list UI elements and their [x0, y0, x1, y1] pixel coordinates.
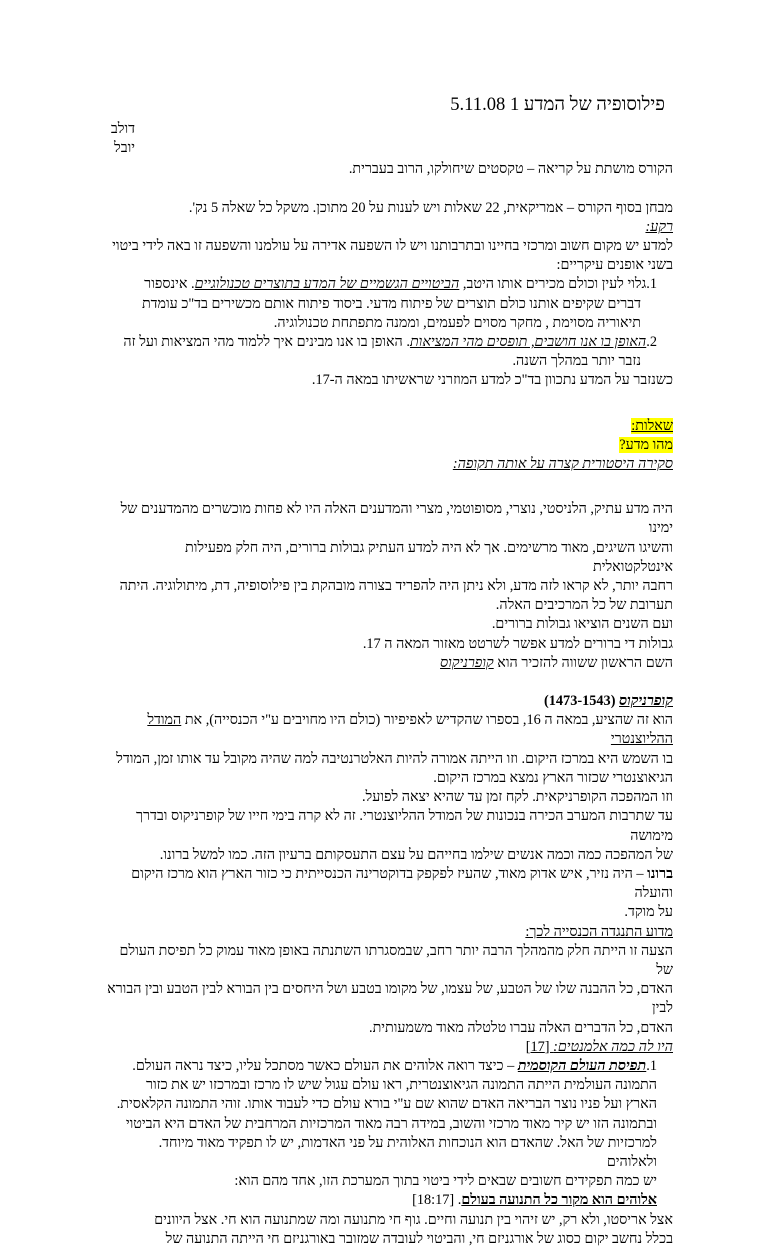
- church-line-2: האדם, כל ההבנה שלו של הטבע, של עצמו, של מקומו בטבע ושל היחסים בין הבורא לבין הטבע ובין הבורא לבין: [107, 981, 673, 1017]
- document-date: 5.11.08: [450, 94, 506, 115]
- history-line-5: ועם השנים הוציאו גבולות ברורים.: [491, 616, 673, 633]
- background-heading: רקע:: [645, 218, 673, 235]
- background-item-2: 2.האופן בו אנו חושבים, תופסים מהי המציאות. האופן בו אנו מבינים איך ללמוד מהי המציאות ועל זה: [123, 334, 657, 351]
- background-item-2-emphasis: האופן בו אנו חושבים, תופסים מהי המציאות: [409, 334, 647, 351]
- copernicus-line-4: וזו המהפכה הקופרניקאית. לקח זמן עד שהיא יצאה לפועל.: [361, 789, 673, 806]
- history-line-2: והשיגו השיגים, מאוד מרשימים. אך לא היה למדע העתיק גבולות ברורים, היה חלק מפעילות אינטלקטואלית: [185, 539, 673, 575]
- questions-heading: שאלות:: [631, 417, 673, 434]
- document-title: פילוסופיה של המדע 1: [509, 94, 665, 115]
- bruno-line-2: על מוקד.: [624, 904, 673, 921]
- cosmic-line-3: הארץ ועל פניו נוצר הבריאה האדם שהוא שם ע"י בורא עולם כדי לעבוד אותו. זוהי התמונה הקלאסית.: [116, 1096, 657, 1113]
- background-line-2: בשני אופנים עיקריים:: [556, 257, 673, 274]
- copernicus-line-1: הוא זה שהציע, במאה ה 16, בספרו שהקדיש לאפיפיור (כולם היו מחויבים ע"י הכנסייה), את המודל ההליוצנטרי: [147, 712, 673, 748]
- church-line-3: האדם, כל הדברים האלה עברו טלטלה מאוד משמעותית.: [369, 1019, 673, 1036]
- bruno-line-1: ברונו – היה נזיר, איש אדוק מאוד, שהעיז לפקפק בדוקטרינה הכנסייתית כי כזור הארץ הוא מרכז היקום והועלה: [131, 865, 673, 902]
- background-line-1: למדע יש מקום חשוב ומרכזי בחיינו ובתרבותנו ויש לו השפעה אדירה על עולמנו והשפעה זו באה לידי ביטוי: [112, 238, 673, 255]
- god-source-of-motion: אלוהים הוא מקור כל התנועה בעולם: [461, 1192, 657, 1209]
- cosmic-line-5: למרכזיות של האל. שהאדם הוא הנוכחות האלוהית על פני האדמות, יש לו תפקיד מאוד מיוחד. ולאלוהים: [158, 1134, 657, 1170]
- background-closing: כשנזבר על המדע נתכוון בד"כ למדע המוזרני שראשיתו במאה ה-17.: [311, 372, 673, 389]
- copernicus-heading: [107, 692, 673, 711]
- copernicus-years: (1473-1543): [543, 693, 620, 710]
- god-source-of-motion-line: [107, 1191, 673, 1210]
- background-item-1-emphasis: הביטויים הגשמיים של המדע בתוצרים טכנולוגיים: [194, 276, 460, 293]
- copernicus-mention: קופרניקוס: [440, 654, 494, 671]
- god-source-reference: . [18:17]: [412, 1192, 462, 1209]
- church-opposition-heading: מדוע התנגדה הכנסייה לכך:: [525, 923, 673, 940]
- document-title-row: [107, 93, 665, 117]
- heliocentric-model-term: המודל ההליוצנטרי: [147, 712, 673, 748]
- elements-reference: [17]: [525, 1038, 554, 1055]
- history-line-3: רחבה יותר, לא קראו לזה מדע, ולא ניתן היה להפריד בצורה מובהקת בין פילוסופיה, דת, מיתולוגיה. היתה: [119, 578, 673, 595]
- elements-heading: היו לה כמה אלמנטים:: [553, 1038, 673, 1055]
- copernicus-line-2: בו השמש היא במרכז היקום. וזו הייתה אמורה להיות האלטרנטיבה למה שהיה מקובל עד אותו זמן, המודל: [116, 750, 673, 767]
- aristotle-line-1: אצל אריסטו, ולא רק, יש זיהוי בין תנועה וחיים. גוף חי מתנועה ומה שמתנועה הוא חי. אצל היוונים: [154, 1211, 673, 1228]
- exam-line: מבחן בסוף הקורס – אמריקאית, 22 שאלות ויש לענות על 20 מתוכן. משקל כל שאלה 5 נק'.: [188, 199, 673, 216]
- cosmic-line-4: ובתמונה הזו יש קיר מאוד מרכזי והשוב, במידה רבה מאוד המרכזיות המרחבית של האדם היא הביטוי: [125, 1115, 657, 1132]
- history-line-6: גבולות די ברורים למדע אפשר לשרטט מאזור המאה ה 17.: [362, 635, 673, 652]
- cosmic-worldview-item: 1.תפיסת העולם הקוסמית – כיצד רואה אלוהים את העולם כאשר מסתכל עליו, כיצד נראה העולם.: [132, 1057, 657, 1074]
- background-item-1: 1.גלוי לעין וכולם מכירים אותו היטב, הביטויים הגשמיים של המדע בתוצרים טכנולוגיים. אינספור: [144, 276, 657, 293]
- copernicus-line-5: עד שתרבות המערב הכירה בנכונות של המודל ההליוצנטרי. זה לא קרה בימי חייו של קופרניקוס ובדרך מימושה: [135, 808, 673, 844]
- elements-heading-line: [107, 1038, 673, 1057]
- background-item-2-line-2: נזבר יותר במהלך השנה.: [512, 353, 641, 370]
- church-line-1: הצעה זו הייתה חלק מהמהלך הרבה יותר רחב, שבמסגרתו השתנתה באופן מאוד עמוק כל תפיסת העולם של: [119, 942, 673, 978]
- author-name: דולב יובל: [110, 121, 135, 157]
- background-item-1-line-3: תיאוריה מסוימת , מחקר מסוים לפעמים, וממנה מתפתחת טכנולוגיה.: [273, 314, 641, 331]
- cosmic-worldview-title: תפיסת העולם הקוסמית: [517, 1057, 647, 1074]
- history-line-1: היה מדע עתיק, הלניסטי, נוצרי, מסופוטמי, מצרי והמדענים האלה היו לא פחות מוכשרים מהמדענים של ימינו: [120, 501, 673, 537]
- history-line-7: השם הראשון ששווה להזכיר הוא קופרניקוס: [440, 654, 673, 671]
- what-is-science-question: מהו מדע?: [619, 436, 673, 453]
- aristotle-line-2: בכלל נחשב יקום כסוג של אורגניזם חי, והביטוי לעובדה שמזובר באורגניזם חי הייתה התנועה של: [165, 1230, 673, 1247]
- course-reading-line: הקורס מושתת על קריאה – טקסטים שיחולקו, הרוב בעברית.: [348, 161, 673, 178]
- copernicus-name: קופרניקוס: [619, 693, 673, 710]
- cosmic-line-2: התמונה העולמית הייתה התמונה הגיאוצנטרית, ראו עולם עגול שיש לו מרכז ובמרכזו יש את כזור: [145, 1077, 657, 1094]
- copernicus-line-6: של המהפכה כמה וכמה אנשים שילמו בחייהם על עצם התעסקותם ברעיון הזה. כמו למשל ברונו.: [159, 846, 673, 863]
- background-item-1-line-2: דברים שקיפים אותנו כולם תוצרים של פיתוח מדעי. ביסוד פיתוח אותם מכשירים בד"כ עומדת: [141, 295, 641, 312]
- copernicus-line-3: הגיאוצנטרי שכזור הארץ נמצא במרכז היקום.: [433, 769, 673, 786]
- cosmic-line-6: יש כמה תפקידים חשובים שבאים לידי ביטוי בתוך המערכת הזו, אחד מהם הוא:: [234, 1173, 657, 1190]
- historical-survey-heading: סקירה היסטורית קצרה על אותה תקופה:: [452, 456, 673, 473]
- bruno-name: ברונו: [647, 865, 673, 882]
- history-line-4: תערובת של כל המרכיבים האלה.: [495, 597, 673, 614]
